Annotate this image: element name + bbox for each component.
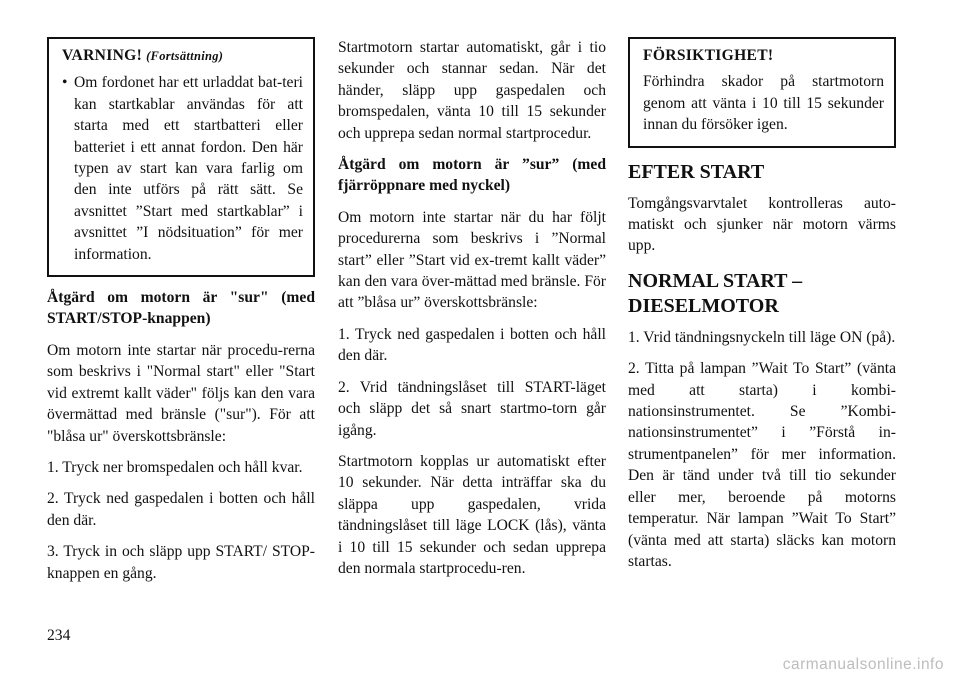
paragraph: Om motorn inte startar när du har följt procedurerna som beskrivs i ”Normal start” eller ”Start vid ex-tremt kallt väder” kan den vara över-mättad med bränsle. För att ”blåsa ur” överskottsbränsle:	[338, 208, 606, 312]
heading-start-stop: Åtgärd om motorn är "sur" (med START/STOP-knappen)	[47, 289, 315, 328]
step: 2. Titta på lampan ”Wait To Start” (vänta med att starta) i kombi-nationsinstrumentet. Se ”Kombi-nationsinstrumentet” i ”Förstå in-strumentpanelen” för mer information. Den är tänd under två till tio sekunder eller mer, beroende på motorns temperatur. När lampan ”Wait To Start” (vänta med att starta) släcks kan motorn startas.	[628, 360, 896, 570]
warning-box	[47, 37, 315, 277]
bullet-icon: •	[62, 74, 68, 92]
column-3	[628, 37, 896, 582]
caution-box	[628, 37, 896, 148]
paragraph: Om motorn inte startar när procedu-rerna som beskrivs i "Normal start" eller "Start vid extremt kallt väder" följs kan den vara övermättad med bränsle ("sur"). För att "blåsa ur" överskottsbränsle:	[47, 341, 315, 445]
warning-subtitle: (Fortsättning)	[146, 49, 224, 63]
paragraph: Tomgångsvarvtalet kontrolleras auto-matiskt och sjunker när motorn värms upp.	[628, 194, 896, 255]
warning-title-text: VARNING!	[62, 47, 143, 64]
paragraph: Startmotorn kopplas ur automatiskt efter 10 sekunder. När detta inträffar ska du släppa upp gaspedalen, vrida tändningslåset till läge LOCK (lås), vänta i 10 till 15 sekunder och sedan upprepa den normala startprocedu-ren.	[338, 452, 606, 577]
watermark: carmanualsonline.info	[782, 656, 944, 673]
warning-bullet	[62, 72, 303, 265]
section-title-efter-start: EFTER START	[628, 160, 765, 183]
step: 1. Tryck ned gaspedalen i botten och håll den där.	[338, 325, 606, 365]
warning-title	[62, 45, 303, 67]
heading-key-fob: Åtgärd om motorn är ”sur” (med fjärröppnare med nyckel)	[338, 156, 606, 195]
paragraph: Startmotorn startar automatiskt, går i tio sekunder och stannar sedan. När det händer, släpp upp gaspedalen och bromspedalen, vänta 10 till 15 sekunder och upprepa sedan normal startprocedur.	[338, 39, 606, 142]
step: 2. Vrid tändningslåset till START-läget och släpp det så snart startmo-torn går igång.	[338, 378, 606, 439]
caution-title: FÖRSIKTIGHET!	[643, 47, 774, 64]
warning-bullet-text: Om fordonet har ett urladdat bat-teri kan startkablar användas för att starta med ett startbatteri eller batteriet i ett annat fordon. Den här typen av start kan vara farlig om den inte utförs på rätt sätt. Se avsnittet ”Start med startkablar” i avsnittet ”I nödsituation” för mer information.	[74, 74, 303, 263]
section-title-normal-start-diesel: NORMAL START – DIESELMOTOR	[628, 269, 803, 317]
step: 3. Tryck in och släpp upp START/ STOP-knappen en gång.	[47, 543, 315, 582]
caution-text: Förhindra skador på startmotorn genom att vänta i 10 till 15 sekunder innan du försöker igen.	[643, 73, 884, 134]
column-1	[47, 37, 315, 594]
step: 1. Tryck ner bromspedalen och håll kvar.	[47, 458, 303, 476]
step: 2. Tryck ned gaspedalen i botten och håll den där.	[47, 490, 315, 529]
column-2	[338, 37, 606, 589]
step: 1. Vrid tändningsnyckeln till läge ON (på).	[628, 328, 896, 346]
page-number: 234	[47, 627, 71, 644]
